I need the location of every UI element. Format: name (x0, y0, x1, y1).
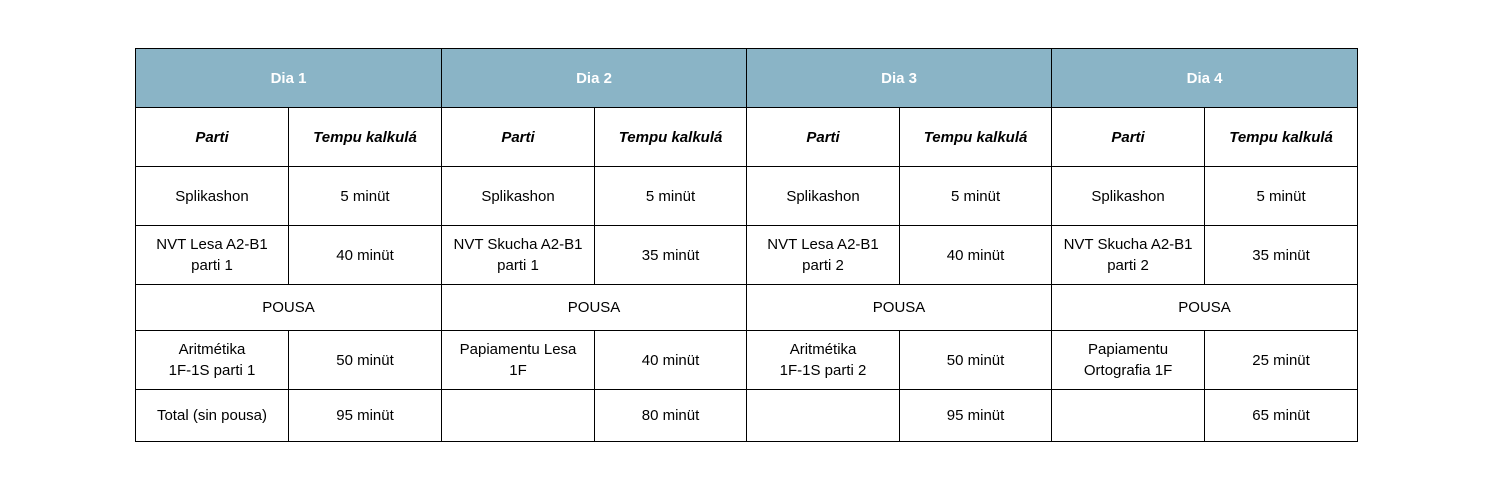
part-text: Papiamentu Lesa (459, 341, 577, 358)
table-row (136, 226, 1358, 285)
day-2-part-cell (442, 226, 595, 285)
day-2-total-time: 80 minüt (595, 390, 747, 442)
pause-row (136, 285, 1358, 331)
part-text: Splikashon (481, 187, 555, 205)
day-3-pause: POUSA (747, 285, 1052, 331)
exam-schedule-table (135, 48, 1358, 442)
day-4-total-time: 65 minüt (1205, 390, 1358, 442)
day-3-header-time: Tempu kalkulá (900, 108, 1052, 167)
day-2-time-cell: 5 minüt (595, 167, 747, 226)
part-text: Papiamentu (1088, 341, 1169, 358)
day-1-part-cell (136, 226, 289, 285)
part-text: Aritmétika (178, 341, 246, 358)
part-text: Aritmétika (789, 341, 857, 358)
day-1-time-cell: 50 minüt (289, 331, 442, 390)
day-3-header-part: Parti (747, 108, 900, 167)
day-1-time-cell: 40 minüt (289, 226, 442, 285)
day-1-part-cell (136, 167, 289, 226)
day-4-pause: POUSA (1052, 285, 1358, 331)
day-3-total-label (747, 390, 900, 442)
day-2-part-cell (442, 331, 595, 390)
day-1-part-cell (136, 331, 289, 390)
table-row (136, 167, 1358, 226)
day-4-time-cell: 5 minüt (1205, 167, 1358, 226)
day-3-title: Dia 3 (747, 49, 1052, 108)
part-text: NVT Lesa A2-B1 (767, 236, 879, 253)
part-text: Splikashon (175, 187, 249, 205)
day-4-header-part: Parti (1052, 108, 1205, 167)
part-text: NVT Lesa A2-B1 (156, 236, 268, 253)
part-text: parti 1 (497, 257, 539, 274)
part-text: NVT Skucha A2-B1 (453, 236, 583, 253)
part-text: 1F-1S parti 2 (779, 362, 867, 379)
day-1-header-part: Parti (136, 108, 289, 167)
day-1-total-label: Total (sin pousa) (136, 390, 289, 442)
day-2-pause: POUSA (442, 285, 747, 331)
day-4-time-cell: 35 minüt (1205, 226, 1358, 285)
day-4-total-label (1052, 390, 1205, 442)
day-3-part-cell (747, 331, 900, 390)
day-4-part-cell (1052, 226, 1205, 285)
day-4-title: Dia 4 (1052, 49, 1358, 108)
day-3-total-time: 95 minüt (900, 390, 1052, 442)
part-text: 1F (509, 362, 527, 379)
table-row (136, 331, 1358, 390)
day-4-header-time: Tempu kalkulá (1205, 108, 1358, 167)
day-1-pause: POUSA (136, 285, 442, 331)
day-2-header-time: Tempu kalkulá (595, 108, 747, 167)
day-3-time-cell: 40 minüt (900, 226, 1052, 285)
day-2-time-cell: 35 minüt (595, 226, 747, 285)
day-2-time-cell: 40 minüt (595, 331, 747, 390)
day-2-header-part: Parti (442, 108, 595, 167)
column-header-row (136, 108, 1358, 167)
day-1-header-time: Tempu kalkulá (289, 108, 442, 167)
day-4-part-cell (1052, 167, 1205, 226)
part-text: parti 1 (191, 257, 233, 274)
day-4-part-cell (1052, 331, 1205, 390)
day-1-time-cell: 5 minüt (289, 167, 442, 226)
day-1-title: Dia 1 (136, 49, 442, 108)
part-text: Splikashon (786, 187, 860, 205)
day-3-part-cell (747, 167, 900, 226)
day-3-time-cell: 5 minüt (900, 167, 1052, 226)
day-2-total-label (442, 390, 595, 442)
part-text: Splikashon (1091, 187, 1165, 205)
part-text: parti 2 (1107, 257, 1149, 274)
total-row (136, 390, 1358, 442)
day-2-title: Dia 2 (442, 49, 747, 108)
day-2-part-cell (442, 167, 595, 226)
part-text: 1F-1S parti 1 (168, 362, 256, 379)
part-text: NVT Skucha A2-B1 (1063, 236, 1193, 253)
day-4-time-cell: 25 minüt (1205, 331, 1358, 390)
day-1-total-time: 95 minüt (289, 390, 442, 442)
day-3-time-cell: 50 minüt (900, 331, 1052, 390)
part-text: Ortografia 1F (1083, 362, 1173, 379)
part-text: parti 2 (802, 257, 844, 274)
day-3-part-cell (747, 226, 900, 285)
day-header-row (136, 49, 1358, 108)
